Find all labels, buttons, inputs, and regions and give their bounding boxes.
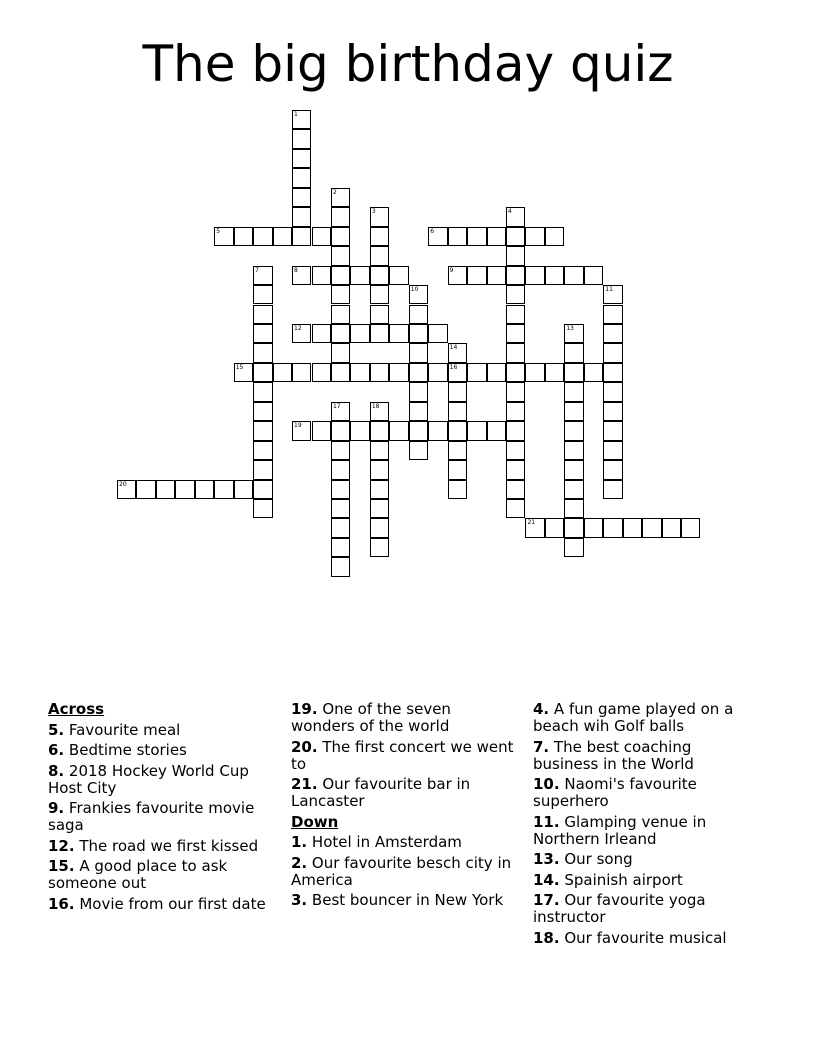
clue-across-6 [48,742,276,759]
grid-cell[interactable] [331,480,350,499]
cell-number: 8 [294,266,298,274]
clue-text: The best coaching business in the World [533,737,694,773]
grid-cell[interactable] [409,363,428,382]
grid-cell[interactable] [214,227,233,246]
grid-cell[interactable] [253,343,272,362]
clue-number: 2. [291,853,308,872]
grid-cell[interactable] [292,110,311,129]
clue-across-12 [48,838,276,855]
clue-text: Our favourite besch city in America [291,853,512,889]
grid-cell[interactable] [253,227,272,246]
grid-cell[interactable] [292,129,311,148]
grid-cell[interactable] [448,441,467,460]
grid-cell[interactable] [428,227,447,246]
grid-cell[interactable] [292,266,311,285]
clue-down-3 [291,892,519,909]
grid-cell[interactable] [253,363,272,382]
grid-cell[interactable] [467,227,486,246]
clue-across-9 [48,800,276,834]
grid-cell[interactable] [331,499,350,518]
page-title: The big birthday quiz [142,35,674,93]
clue-text: A fun game played on a beach wih Golf balls [533,700,734,735]
grid-cell[interactable] [234,363,253,382]
grid-cell[interactable] [370,499,389,518]
grid-cell[interactable] [564,518,583,537]
grid-cell[interactable] [273,227,292,246]
grid-cell[interactable] [253,266,272,285]
grid-cell[interactable] [448,343,467,362]
clue-across-19 [291,701,519,735]
grid-cell[interactable] [370,460,389,479]
clue-down-2 [291,855,519,889]
grid-cell[interactable] [331,207,350,226]
grid-cell[interactable] [506,363,525,382]
grid-cell[interactable] [389,324,408,343]
cell-number: 21 [527,519,536,527]
clue-number: 20. [291,737,318,756]
clue-across-8 [48,763,276,797]
grid-cell[interactable] [428,421,447,440]
clue-number: 18. [533,928,560,947]
clue-text: Best bouncer in New York [311,891,504,909]
grid-cell[interactable] [409,305,428,324]
grid-cell[interactable] [370,441,389,460]
cell-number: 2 [332,188,337,196]
cell-number: 6 [430,227,435,235]
grid-cell[interactable] [603,518,622,537]
cell-number: 14 [449,344,458,352]
grid-cell[interactable] [506,499,525,518]
clue-number: 4. [533,700,550,718]
clue-text: Naomi's favourite superhero [533,775,697,810]
grid-cell[interactable] [370,227,389,246]
grid-cell[interactable] [370,363,389,382]
grid-cell[interactable] [525,227,544,246]
grid-cell[interactable] [564,460,583,479]
grid-cell[interactable] [117,480,136,499]
grid-cell[interactable] [331,285,350,304]
clue-across-21 [291,776,519,810]
grid-cell[interactable] [603,305,622,324]
grid-cell[interactable] [603,285,622,304]
cell-number: 16 [449,363,458,371]
grid-cell[interactable] [564,499,583,518]
cell-number: 10 [410,286,419,294]
clue-across-15 [48,858,276,892]
clue-down-17 [533,892,761,926]
clue-text: Our song [564,850,633,868]
grid-cell[interactable] [564,382,583,401]
grid-cell[interactable] [370,207,389,226]
grid-cell[interactable] [409,441,428,460]
cell-number: 11 [605,286,613,294]
grid-cell[interactable] [273,363,292,382]
grid-cell[interactable] [564,324,583,343]
grid-cell[interactable] [506,324,525,343]
clue-down-4 [533,701,761,735]
clue-number: 17. [533,891,560,909]
grid-cell[interactable] [350,363,369,382]
grid-cell[interactable] [487,227,506,246]
cell-number: 12 [294,324,302,332]
grid-cell[interactable] [370,305,389,324]
clue-number: 10. [533,775,560,793]
clue-number: 3. [291,891,308,909]
grid-cell[interactable] [331,246,350,265]
grid-cell[interactable] [331,441,350,460]
clue-text: Our favourite bar in Lancaster [291,775,471,810]
cell-number: 4 [508,208,512,216]
grid-cell[interactable] [292,149,311,168]
grid-cell[interactable] [603,421,622,440]
cell-number: 19 [294,422,302,430]
grid-cell[interactable] [370,480,389,499]
grid-cell[interactable] [681,518,700,537]
grid-cell[interactable] [292,188,311,207]
grid-cell[interactable] [389,421,408,440]
grid-cell[interactable] [506,441,525,460]
clue-down-13 [533,851,761,868]
grid-cell[interactable] [564,343,583,362]
clue-text: Bedtime stories [68,741,187,759]
cell-number: 9 [449,266,454,274]
grid-cell[interactable] [331,421,350,440]
clue-number: 16. [48,894,75,913]
grid-cell[interactable] [350,266,369,285]
grid-cell[interactable] [603,363,622,382]
down-heading: Down [291,812,339,831]
cell-number: 17 [332,402,341,410]
grid-cell[interactable] [331,324,350,343]
grid-cell[interactable] [448,480,467,499]
grid-cell[interactable] [603,324,622,343]
grid-cell[interactable] [292,207,311,226]
grid-cell[interactable] [253,285,272,304]
grid-cell[interactable] [506,402,525,421]
grid-cell[interactable] [545,363,564,382]
grid-cell[interactable] [564,363,583,382]
grid-cell[interactable] [370,402,389,421]
grid-cell[interactable] [506,246,525,265]
cell-number: 13 [566,324,574,332]
grid-cell[interactable] [389,363,408,382]
grid-cell[interactable] [603,402,622,421]
grid-cell[interactable] [545,266,564,285]
clue-number: 21. [291,775,318,793]
grid-cell[interactable] [448,227,467,246]
clue-down-11 [533,814,761,848]
clue-text: Hotel in Amsterdam [311,833,462,851]
clue-number: 5. [48,720,65,739]
clue-number: 6. [48,741,65,759]
grid-cell[interactable] [331,460,350,479]
cell-number: 7 [255,266,259,274]
grid-cell[interactable] [448,402,467,421]
clue-number: 15. [48,857,75,875]
grid-cell[interactable] [506,480,525,499]
grid-cell[interactable] [506,266,525,285]
grid-cell[interactable] [564,266,583,285]
grid-cell[interactable] [448,363,467,382]
grid-cell[interactable] [370,518,389,537]
grid-cell[interactable] [467,363,486,382]
grid-cell[interactable] [584,518,603,537]
grid-cell[interactable] [331,363,350,382]
grid-cell[interactable] [584,266,603,285]
grid-cell[interactable] [136,480,155,499]
grid-cell[interactable] [350,324,369,343]
clue-text: Frankies favourite movie saga [48,799,255,834]
clue-text: One of the seven wonders of the world [291,700,451,735]
grid-cell[interactable] [331,305,350,324]
clue-text: The road we first kissed [79,836,259,855]
cell-number: 1 [294,111,298,118]
grid-cell[interactable] [370,266,389,285]
grid-cell[interactable] [195,480,214,499]
grid-cell[interactable] [331,266,350,285]
grid-cell[interactable] [292,324,311,343]
grid-cell[interactable] [409,402,428,421]
clue-text: Movie from our first date [79,894,266,913]
grid-cell[interactable] [253,480,272,499]
clue-down-14 [533,872,761,889]
grid-cell[interactable] [312,266,331,285]
cell-number: 5 [216,227,221,235]
grid-cell[interactable] [603,480,622,499]
grid-cell[interactable] [428,324,447,343]
clues-column-2 [291,701,519,913]
grid-cell[interactable] [428,363,447,382]
clue-number: 13. [533,850,560,868]
grid-cell[interactable] [603,343,622,362]
grid-cell[interactable] [312,324,331,343]
grid-cell[interactable] [525,266,544,285]
cell-number: 18 [371,402,380,410]
clue-number: 9. [48,799,65,817]
grid-cell[interactable] [214,480,233,499]
grid-cell[interactable] [467,266,486,285]
cell-number: 3 [371,208,376,216]
clue-number: 8. [48,761,65,780]
grid-cell[interactable] [370,421,389,440]
grid-cell[interactable] [409,324,428,343]
across-heading: Across [48,700,105,718]
grid-cell[interactable] [506,343,525,362]
grid-cell[interactable] [292,421,311,440]
grid-cell[interactable] [331,518,350,537]
grid-cell[interactable] [487,266,506,285]
clue-text: Our favourite musical [564,928,727,947]
grid-cell[interactable] [292,227,311,246]
clue-across-16 [48,896,276,913]
grid-cell[interactable] [506,460,525,479]
clue-down-7 [533,739,761,773]
clues-column-3 [533,701,761,950]
grid-cell[interactable] [564,538,583,557]
cell-number: 20 [119,480,127,488]
grid-cell[interactable] [506,227,525,246]
grid-cell[interactable] [564,402,583,421]
grid-cell[interactable] [312,227,331,246]
grid-cell[interactable] [409,285,428,304]
grid-cell[interactable] [253,460,272,479]
clue-down-1 [291,834,519,851]
clue-text: 2018 Hockey World Cup Host City [48,761,249,797]
grid-cell[interactable] [603,460,622,479]
grid-cell[interactable] [448,460,467,479]
grid-cell[interactable] [642,518,661,537]
grid-cell[interactable] [312,363,331,382]
grid-cell[interactable] [448,382,467,401]
grid-cell[interactable] [253,402,272,421]
grid-cell[interactable] [409,421,428,440]
clue-down-18 [533,930,761,947]
clue-down-10 [533,776,761,810]
grid-cell[interactable] [545,227,564,246]
grid-cell[interactable] [175,480,194,499]
clue-text: A good place to ask someone out [48,857,228,892]
grid-cell[interactable] [506,305,525,324]
grid-cell[interactable] [467,421,486,440]
grid-cell[interactable] [370,285,389,304]
clue-text: The first concert we went to [291,737,514,773]
grid-cell[interactable] [448,421,467,440]
clue-across-5 [48,722,276,739]
clue-text: Our favourite yoga instructor [533,891,706,926]
grid-cell[interactable] [253,324,272,343]
grid-cell[interactable] [331,538,350,557]
clue-number: 19. [291,700,318,718]
clue-number: 12. [48,836,75,855]
grid-cell[interactable] [662,518,681,537]
grid-cell[interactable] [350,421,369,440]
grid-cell[interactable] [331,557,350,576]
grid-cell[interactable] [253,305,272,324]
grid-cell[interactable] [506,382,525,401]
grid-cell[interactable] [253,499,272,518]
grid-cell[interactable] [506,421,525,440]
grid-cell[interactable] [603,441,622,460]
grid-cell[interactable] [292,168,311,187]
grid-cell[interactable] [234,480,253,499]
grid-cell[interactable] [331,227,350,246]
grid-cell[interactable] [584,363,603,382]
clue-text: Favourite meal [68,720,181,739]
grid-cell[interactable] [564,441,583,460]
grid-cell[interactable] [331,343,350,362]
grid-cell[interactable] [564,421,583,440]
grid-cell[interactable] [370,246,389,265]
grid-cell[interactable] [506,285,525,304]
grid-cell[interactable] [156,480,175,499]
grid-cell[interactable] [564,480,583,499]
clue-number: 14. [533,870,560,889]
grid-cell[interactable] [545,518,564,537]
grid-cell[interactable] [487,421,506,440]
grid-cell[interactable] [253,382,272,401]
grid-cell[interactable] [253,421,272,440]
grid-cell[interactable] [448,266,467,285]
clue-text: Glamping venue in Northern Irleand [533,812,707,848]
grid-cell[interactable] [487,363,506,382]
clue-number: 1. [291,833,308,851]
grid-cell[interactable] [506,207,525,226]
grid-cell[interactable] [525,363,544,382]
grid-cell[interactable] [603,382,622,401]
grid-cell[interactable] [409,382,428,401]
grid-cell[interactable] [253,441,272,460]
cell-number: 15 [235,363,244,371]
grid-cell[interactable] [331,402,350,421]
grid-cell[interactable] [623,518,642,537]
grid-cell[interactable] [331,188,350,207]
grid-cell[interactable] [409,343,428,362]
grid-cell[interactable] [370,538,389,557]
clue-text: Spainish airport [564,870,683,889]
grid-cell[interactable] [370,324,389,343]
grid-cell[interactable] [389,266,408,285]
clues-column-1 [48,701,276,916]
grid-cell[interactable] [292,363,311,382]
clue-number: 7. [533,737,550,756]
grid-cell[interactable] [234,227,253,246]
clue-across-20 [291,739,519,773]
grid-cell[interactable] [312,421,331,440]
grid-cell[interactable] [525,518,544,537]
clue-number: 11. [533,812,560,831]
